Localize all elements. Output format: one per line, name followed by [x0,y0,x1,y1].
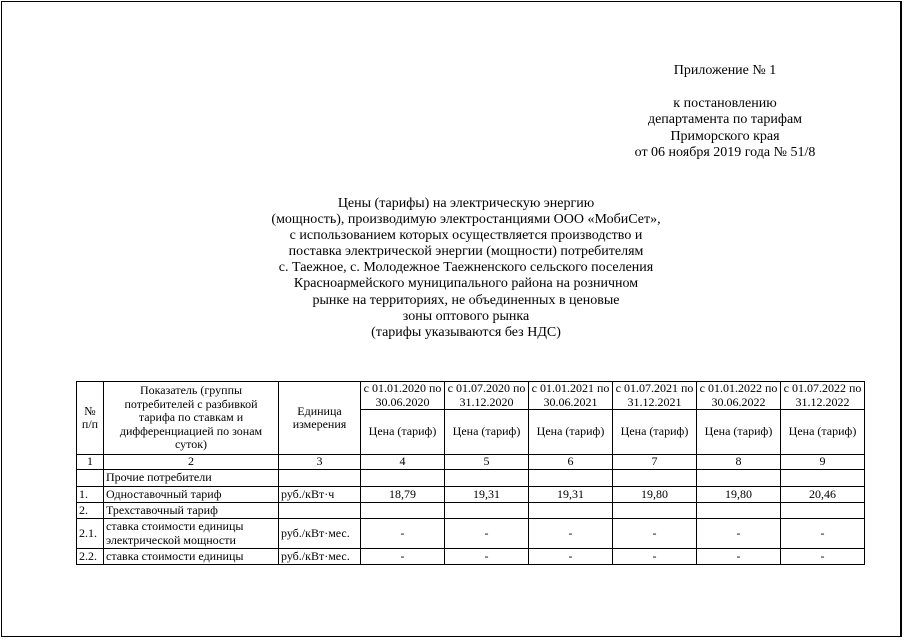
table-row [77,503,865,519]
column-number: 9 [781,455,865,470]
row-number: 2. [77,503,104,519]
column-header-period: с 01.01.2020 по 30.06.2020 [361,382,445,410]
table-row [77,487,865,503]
row-name: Трехставочный тариф [104,503,279,519]
tariff-value: - [361,549,445,565]
column-header-price: Цена (тариф) [529,410,613,455]
tariff-value: - [445,519,529,549]
column-header-period: с 01.01.2021 по 30.06.2021 [529,382,613,410]
column-number: 1 [77,455,104,470]
row-number: 2.2. [77,549,104,565]
column-header-price: Цена (тариф) [445,410,529,455]
column-number: 5 [445,455,529,470]
title-line: поставка электрической энергии (мощности) потребителям [288,244,644,260]
column-header-unit: Единица измерения [279,382,361,455]
row-unit: руб./кВт·ч [279,487,361,503]
tariff-value: - [613,519,697,549]
header-line: Приморского края [670,128,780,144]
tariff-value: 19,31 [529,487,613,503]
tariff-value: 20,46 [781,487,865,503]
tariff-value: 19,80 [697,487,781,503]
row-unit: руб./кВт·мес. [279,519,361,549]
column-header-period: с 01.07.2020 по 31.12.2020 [445,382,529,410]
tariff-value: - [613,549,697,565]
tariff-value: 19,80 [613,487,697,503]
header-line: от 06 ноября 2019 года № 51/8 [634,145,816,160]
approval-header [600,63,850,162]
tariff-value: - [529,549,613,565]
tariff-value [781,470,865,487]
tariff-value: - [781,519,865,549]
column-number: 3 [279,455,361,470]
row-number [77,470,104,487]
tariff-value [613,470,697,487]
tariff-value [529,503,613,519]
row-name: Одноставочный тариф [104,487,279,503]
column-header-price: Цена (тариф) [361,410,445,455]
column-header-indicator: Показатель (группы потребителей с разбивкой тарифа по ставкам и дифференциацией по зонам суток) [104,382,279,455]
document-title [236,196,696,341]
column-number: 2 [104,455,279,470]
row-unit [279,503,361,519]
header-line: к постановлению [673,95,777,111]
row-unit: руб./кВт·мес. [279,549,361,565]
title-line: рынке на территориях, не объединенных в ценовые [312,292,620,308]
table-row [77,470,865,487]
tariff-value [445,503,529,519]
title-line: Красноармейского муниципального района на розничном [293,276,639,292]
tariff-value: - [445,549,529,565]
title-line: зоны оптового рынка [402,308,530,324]
tariff-value: 19,31 [445,487,529,503]
tariff-value [445,470,529,487]
column-number: 7 [613,455,697,470]
title-line: (тарифы указываются без НДС) [371,324,561,340]
appendix-label: Приложение № 1 [673,63,777,78]
tariff-table [76,381,865,565]
column-header-number: № п/п [77,382,104,455]
tariff-value [361,470,445,487]
row-name: ставка стоимости единицы электрической мощности [104,519,279,549]
tariff-value: - [361,519,445,549]
title-line: с. Таежное, с. Молодежное Таежненского сельского поселения [278,260,654,276]
column-header-price: Цена (тариф) [613,410,697,455]
column-header-period: с 01.01.2022 по 30.06.2022 [697,382,781,410]
column-header-period: с 01.07.2021 по 31.12.2021 [613,382,697,410]
row-number: 2.1. [77,519,104,549]
tariff-value: - [781,549,865,565]
tariff-value [613,503,697,519]
column-number: 8 [697,455,781,470]
header-line: департамента по тарифам [647,112,803,127]
column-number: 4 [361,455,445,470]
column-header-price: Цена (тариф) [697,410,781,455]
tariff-value: 18,79 [361,487,445,503]
tariff-value [361,503,445,519]
tariff-value: - [697,549,781,565]
column-number: 6 [529,455,613,470]
tariff-value: - [697,519,781,549]
row-name: Прочие потребители [104,470,279,487]
column-header-period: с 01.07.2022 по 31.12.2022 [781,382,865,410]
table-row [77,519,865,549]
row-name: ставка стоимости единицы [104,549,279,565]
column-number-row [77,455,865,470]
row-number: 1. [77,487,104,503]
table-row [77,549,865,565]
title-line: с использованием которых осуществляется производство и [289,228,643,244]
tariff-value [697,503,781,519]
title-line: Цены (тарифы) на электрическую энергию [337,196,595,211]
column-header-price: Цена (тариф) [781,410,865,455]
tariff-value [697,470,781,487]
tariff-value [529,470,613,487]
title-line: (мощность), производимую электростанциями ООО «МобиСет», [271,212,661,228]
tariff-value [781,503,865,519]
row-unit [279,470,361,487]
tariff-value: - [529,519,613,549]
